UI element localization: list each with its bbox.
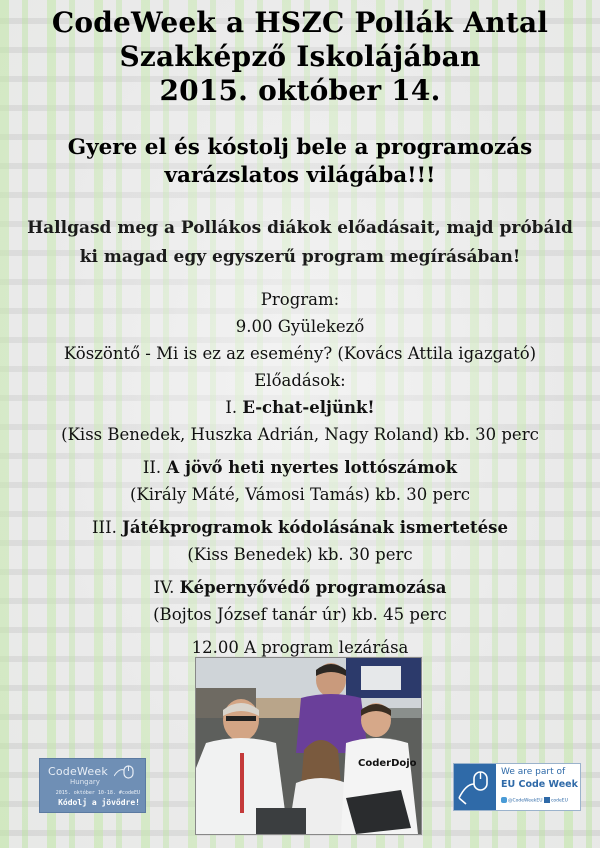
- badge-left-country: Hungary: [70, 778, 100, 786]
- event-title-line-1: CodeWeek a HSZC Pollák Antal: [51, 6, 549, 39]
- closing-row: 12.00 A program lezárása: [191, 638, 409, 657]
- photo-shirt-text: CoderDojo: [358, 758, 417, 769]
- mouse-icon: [114, 764, 136, 780]
- talk-4-name: Képernyővédő programozása: [179, 578, 447, 597]
- badge-right-line-1: We are part of: [501, 767, 566, 777]
- eu-code-week-badge: [453, 763, 581, 811]
- talk-2-title: [0, 454, 600, 481]
- mouse-icon: [454, 764, 496, 810]
- program-heading: Program:: [260, 290, 340, 309]
- talk-4-speakers: (Bojtos József tanár úr) kb. 45 perc: [153, 605, 447, 624]
- poster-header: [0, 6, 600, 108]
- badge-right-social: [501, 797, 579, 804]
- badge-left-title: CodeWeek: [48, 765, 108, 778]
- talk-3-name: Játékprogramok kódolásának ismertetése: [122, 518, 508, 537]
- facebook-handle: codeEU: [550, 798, 568, 804]
- program-schedule: [0, 286, 600, 661]
- badge-right-line-2: EU Code Week: [501, 779, 578, 790]
- event-title-line-2: Szakképző Iskolájában: [119, 40, 481, 73]
- intro-line-1: Hallgasd meg a Pollákos diákok előadásait, majd próbáld: [27, 218, 573, 238]
- talk-3-speakers: (Kiss Benedek) kb. 30 perc: [187, 545, 413, 564]
- talk-1-title: [0, 394, 600, 421]
- talks-heading: Előadások:: [254, 371, 346, 390]
- talk-4-title: [0, 574, 600, 601]
- talk-3-number: III.: [92, 518, 117, 537]
- codeweek-hungary-badge: [39, 758, 146, 813]
- talk-2-name: A jövő heti nyertes lottószámok: [166, 458, 458, 477]
- event-date: 2015. október 14.: [159, 74, 441, 107]
- tagline: [0, 134, 600, 190]
- eu-code-week-logo: [454, 764, 496, 810]
- event-photo: [195, 657, 422, 835]
- talk-1-speakers: (Kiss Benedek, Huszka Adrián, Nagy Roland) kb. 30 perc: [61, 425, 539, 444]
- talk-2-speakers: (Király Máté, Vámosi Tamás) kb. 30 perc: [130, 485, 470, 504]
- talk-3-title: [0, 514, 600, 541]
- facebook-icon: [544, 797, 550, 803]
- twitter-handle: @CodeWeekEU: [508, 798, 543, 804]
- gathering-time: 9.00: [235, 317, 273, 336]
- talk-1-name: E-chat-eljünk!: [242, 398, 375, 417]
- gathering-label: Gyülekező: [277, 317, 365, 336]
- talk-1-number: I.: [225, 398, 238, 417]
- twitter-icon: [501, 797, 507, 803]
- talk-4-number: IV.: [153, 578, 175, 597]
- talk-2-number: II.: [142, 458, 162, 477]
- tagline-line-1: Gyere el és kóstolj bele a programozás: [67, 135, 533, 160]
- badge-left-slogan: Kódolj a jövődre!: [58, 798, 140, 807]
- intro-line-2: ki magad egy egyszerű program megírásában!: [79, 247, 521, 267]
- welcome-row: Köszöntő - Mi is ez az esemény? (Kovács Attila igazgató): [63, 344, 537, 363]
- tagline-line-2: varázslatos világába!!!: [164, 163, 436, 188]
- badge-left-dates: 2015. október 10-18. #codeEU: [55, 790, 140, 796]
- gathering-row: [0, 313, 600, 340]
- event-photo-illustration: [196, 658, 421, 834]
- intro-text: [0, 214, 600, 272]
